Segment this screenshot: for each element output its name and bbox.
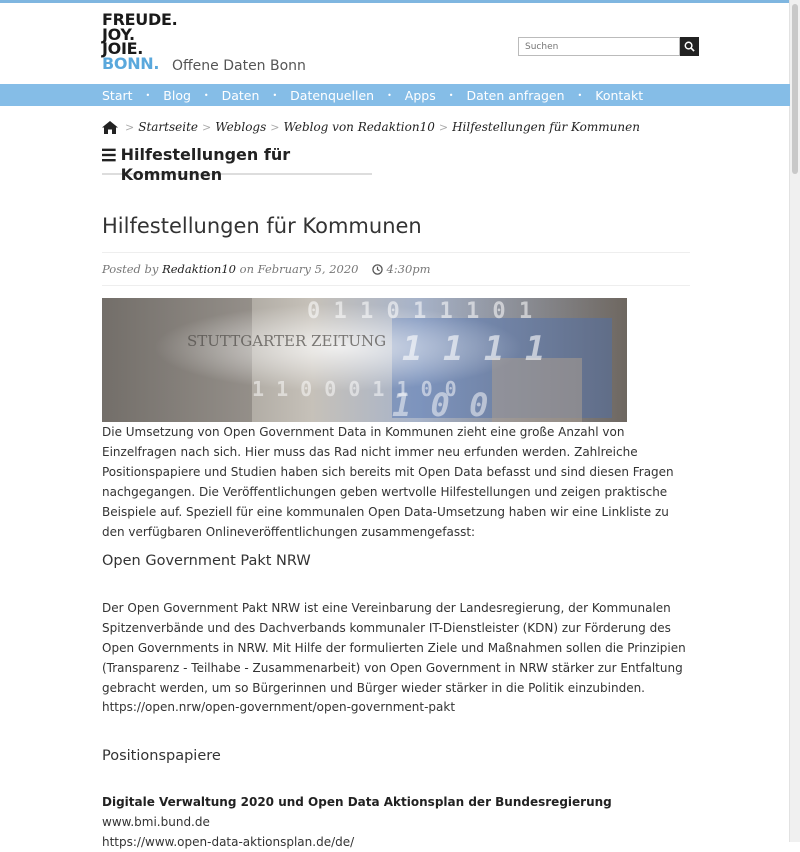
logo-line: BONN. (102, 53, 160, 73)
nav-item-daten[interactable] (222, 88, 291, 103)
main-nav (0, 84, 790, 106)
clock-icon (372, 264, 383, 275)
page-scrollbar[interactable] (789, 0, 800, 842)
search-icon (684, 41, 695, 52)
article-image (102, 298, 627, 422)
site-logo[interactable] (102, 10, 178, 73)
image-digits: 0 1 1 0 1 1 1 0 1 (307, 299, 533, 324)
breadcrumb-link[interactable]: Weblog von Redaktion10 (283, 120, 435, 134)
nav-item-kontakt[interactable] (595, 88, 643, 103)
image-digits: 1 1 1 1 (402, 329, 546, 369)
nav-separator: • (387, 90, 392, 100)
nav-item-blog[interactable] (163, 88, 221, 103)
nav-separator: • (448, 90, 454, 100)
article-title: Hilfestellungen für Kommunen (102, 214, 422, 238)
logo-line: JOIE. (102, 39, 144, 58)
nav-item-label: Start (102, 87, 133, 103)
image-digits: 1 1 0 0 0 1 1 0 0 (252, 377, 457, 401)
nav-item-label: Datenquellen (290, 87, 375, 103)
nav-item-label: Kontakt (595, 87, 644, 103)
date-prefix: on (239, 262, 254, 276)
nav-separator: • (272, 90, 278, 100)
search-input[interactable] (518, 37, 680, 56)
og-pakt-paragraph: Der Open Government Pakt NRW ist eine Vereinbarung der Landesregierung, der Kommunalen Spitzenverbände und des Dachverbands kommunaler IT-Dienstleister (KDN) zur Förderung des Open Governments in NRW. Mit Hilfe der formulierten Ziele und Maßnahmen sollen die Prinzipien (Transparenz - Teilhabe - Zusammenarbeit) von Open Government in NRW stärker zur Entfaltung gebracht werden, um so Bürgerinnen und Bürger wieder stärker in die Politik einzubinden. (102, 601, 686, 695)
nav-item-label: Blog (163, 87, 191, 103)
nav-item-datenquellen[interactable] (290, 88, 405, 103)
section-heading-positionspapiere: Positionspapiere (102, 748, 221, 764)
item-link[interactable]: www.bmi.bund.de (102, 815, 210, 829)
top-accent-line (0, 0, 790, 3)
search-form (518, 37, 699, 56)
article-meta (102, 252, 690, 286)
post-date: February 5, 2020 (257, 262, 359, 276)
item-link[interactable]: https://www.open-data-aktionsplan.de/de/ (102, 835, 355, 849)
post-time: 4:30pm (386, 262, 431, 276)
nav-separator: • (577, 90, 583, 100)
nav-item-label: Apps (404, 87, 436, 103)
section-heading-og-pakt: Open Government Pakt NRW (102, 553, 311, 569)
breadcrumb-separator: > (202, 120, 212, 134)
image-digits: 1 0 0 (392, 386, 489, 422)
breadcrumb-link[interactable]: Weblogs (215, 120, 267, 134)
logo-line: JOY. (102, 24, 135, 44)
search-button[interactable] (680, 37, 699, 56)
posted-by-label: Posted by (102, 262, 159, 276)
nav-separator: • (203, 90, 209, 100)
menu-icon (102, 148, 116, 162)
breadcrumb-current: Hilfestellungen für Kommunen (452, 120, 640, 134)
nav-item-label: Daten (221, 87, 260, 103)
breadcrumb (102, 120, 640, 134)
intro-paragraph: Die Umsetzung von Open Government Data in Kommunen zieht eine große Anzahl von Einzelfragen nach sich. Hier muss das Rad nicht immer neu erfunden werden. Zahlreiche Positionspapiere und Studien haben sich bereits mit Open Data befasst und sind diesen Fragen nachgegangen. Die Veröffentlichungen geben wertvolle Hilfestellungen und zeigen praktische Beispiele auf. Speziell für eine kommunalen Open Data-Umsetzung haben wir eine Linkliste zu den verfügbaren Onlineveröffentlichungen zusammengefasst: (102, 425, 674, 539)
image-newspaper-text: STUTTGARTER ZEITUNG (187, 332, 387, 350)
author-link[interactable]: Redaktion10 (162, 262, 236, 276)
nav-item-label: Daten anfragen (466, 87, 565, 103)
item-title: Digitale Verwaltung 2020 und Open Data Aktionsplan der Bundesregierung (102, 795, 612, 809)
scrollbar-thumb[interactable] (792, 4, 798, 174)
post-time-wrap (372, 262, 430, 276)
breadcrumb-separator: > (125, 120, 135, 134)
nav-item-start[interactable] (102, 88, 163, 103)
home-icon[interactable] (102, 121, 118, 134)
page-heading (102, 145, 372, 184)
article-image-graphic (102, 298, 627, 422)
breadcrumb-link[interactable]: Startseite (138, 120, 198, 134)
og-pakt-link[interactable]: https://open.nrw/open-government/open-government-pakt (102, 700, 456, 714)
logo-line: FREUDE. (102, 10, 178, 29)
page-title: Hilfestellungen für Kommunen (120, 145, 291, 184)
breadcrumb-separator: > (270, 120, 280, 134)
nav-item-daten-anfragen[interactable] (466, 88, 595, 103)
nav-item-apps[interactable] (405, 88, 467, 103)
site-title: Offene Daten Bonn (172, 58, 306, 74)
nav-separator: • (145, 90, 151, 100)
breadcrumb-separator: > (438, 120, 449, 134)
